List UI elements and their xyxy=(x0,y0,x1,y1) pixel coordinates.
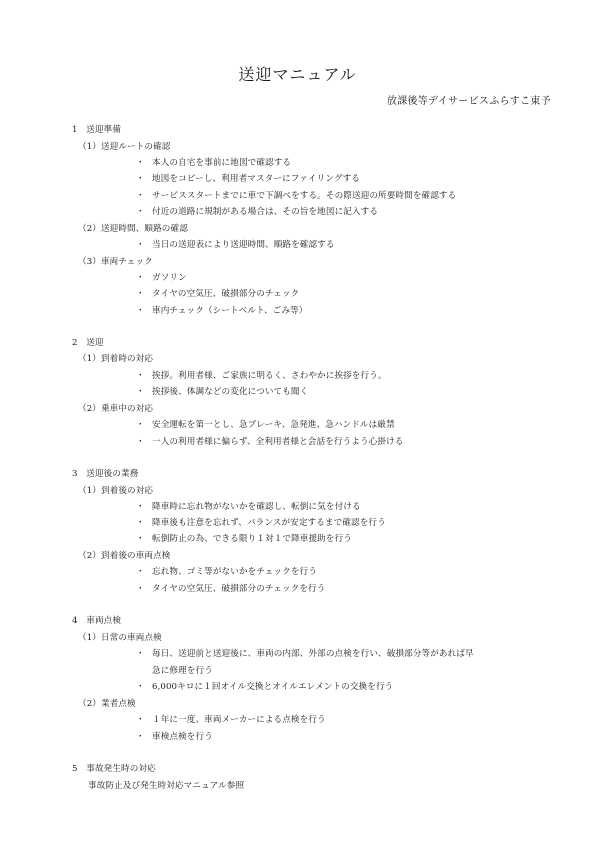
list-item xyxy=(136,716,326,725)
subsection-heading: （3）車両チェック xyxy=(78,257,153,267)
list-item xyxy=(136,208,378,217)
section-heading: 4 車両点検 xyxy=(72,616,122,626)
bullet-icon: ・ xyxy=(136,387,145,397)
list-item-text: 本人の自宅を事前に地図で確認する xyxy=(152,158,292,168)
list-item xyxy=(136,274,187,283)
bullet-icon: ・ xyxy=(136,289,145,299)
subsection-heading: （1）送迎ルートの確認 xyxy=(78,142,171,152)
list-item xyxy=(136,733,213,742)
list-item xyxy=(136,503,361,512)
list-item-text: サービススタートまでに車で下調べをする。その際送迎の所要時間を確認する xyxy=(152,191,457,201)
list-item-text: 挨拶。利用者様、ご家族に明るく、さわやかに挨拶を行う。 xyxy=(152,371,387,381)
bullet-icon: ・ xyxy=(136,649,145,659)
bullet-icon: ・ xyxy=(136,306,145,316)
list-item xyxy=(136,175,360,184)
list-item xyxy=(136,159,291,168)
list-item xyxy=(136,421,395,430)
subsection-heading: （1）到着時の対応 xyxy=(78,354,154,364)
subsection-heading: （1）到着後の対応 xyxy=(78,486,154,496)
list-item-text: 車検点検を行う xyxy=(152,732,213,742)
list-item-text: 地図をコピーし、利用者マスターにファイリングする xyxy=(152,174,360,184)
bullet-icon: ・ xyxy=(136,502,145,512)
list-item-text: タイヤの空気圧、破損部分のチェックを行う xyxy=(152,584,326,594)
bullet-icon: ・ xyxy=(136,273,145,283)
list-item-text: 降車後も注意を忘れず、バランスが安定するまで確認を行う xyxy=(152,518,386,528)
bullet-icon: ・ xyxy=(136,518,145,528)
list-item-text: 転倒防止の為、できる限り１対１で降車援助を行う xyxy=(152,534,352,544)
bullet-icon: ・ xyxy=(136,437,145,447)
section-heading: 3 送迎後の業務 xyxy=(72,469,139,479)
bullet-icon: ・ xyxy=(136,534,145,544)
list-item-text: 当日の送迎表により送迎時間、順路を確認する xyxy=(152,240,335,250)
list-item-text: 挨拶後、体調などの変化についても聞く xyxy=(152,387,309,397)
list-item-text: １年に一度、車両メーカーによる点検を行う xyxy=(152,715,326,725)
list-item-text: 一人の利用者様に偏らず、全利用者様と会話を行うよう心掛ける xyxy=(152,437,404,447)
list-item xyxy=(136,241,335,250)
list-item xyxy=(136,535,352,544)
bullet-icon: ・ xyxy=(136,174,145,184)
section-heading: 1 送迎準備 xyxy=(72,125,122,135)
list-item-text: 付近の道路に規制がある場合は、その旨を地図に記入する xyxy=(152,207,379,217)
bullet-icon: ・ xyxy=(136,240,145,250)
bullet-icon: ・ xyxy=(136,420,145,430)
bullet-icon: ・ xyxy=(136,158,145,168)
subsection-heading: （2）乗車中の対応 xyxy=(78,404,154,414)
subsection-heading: （2）到着後の車両点検 xyxy=(78,551,171,561)
section-heading: 5 事故発生時の対応 xyxy=(72,764,156,774)
list-item-text: 車内チェック（シートベルト、ごみ等） xyxy=(152,306,308,316)
bullet-icon: ・ xyxy=(136,207,145,217)
list-item-text: 安全運転を第一とし、急ブレーキ、急発進、急ハンドルは厳禁 xyxy=(152,420,395,430)
list-item-continuation: 急に修理を行う xyxy=(152,666,213,676)
subsection-heading: （2）送迎時間、順路の確認 xyxy=(78,224,188,234)
bullet-icon: ・ xyxy=(136,567,145,577)
bullet-icon: ・ xyxy=(136,191,145,201)
list-item xyxy=(136,568,317,577)
subsection-heading: （2）業者点検 xyxy=(78,699,136,709)
list-item xyxy=(136,650,474,659)
bullet-icon: ・ xyxy=(136,371,145,381)
list-item xyxy=(136,683,393,692)
list-item-text: ガソリン xyxy=(152,273,187,283)
list-item-text: 6,000キロに１回オイル交換とオイルエレメントの交換を行う xyxy=(152,682,394,692)
bullet-icon: ・ xyxy=(136,584,145,594)
list-item xyxy=(136,438,403,447)
subsection-heading: （1）日常の車両点検 xyxy=(78,633,162,643)
list-item xyxy=(136,372,387,381)
list-item-text: 降車時に忘れ物がないかを確認し、転倒に気を付ける xyxy=(152,502,361,512)
list-item-text: タイヤの空気圧、破損部分のチェック xyxy=(152,289,300,299)
list-item xyxy=(136,585,325,594)
bullet-icon: ・ xyxy=(136,682,145,692)
reference-note: 事故防止及び発生時対応マニュアル参照 xyxy=(88,781,245,791)
section-heading: 2 送迎 xyxy=(72,338,104,348)
list-item xyxy=(136,307,307,316)
list-item xyxy=(136,388,308,397)
bullet-icon: ・ xyxy=(136,715,145,725)
list-item xyxy=(136,192,456,201)
organization-name: 放課後等デイサービスふらすこ東予 xyxy=(386,96,551,107)
bullet-icon: ・ xyxy=(136,732,145,742)
list-item xyxy=(136,290,299,299)
page-title: 送迎マニュアル xyxy=(238,65,357,84)
list-item-text: 忘れ物、ゴミ等がないかをチェックを行う xyxy=(152,567,317,577)
list-item-text: 毎日、送迎前と送迎後に、車両の内部、外部の点検を行い、破損部分等があれば早 xyxy=(152,649,474,659)
list-item xyxy=(136,519,386,528)
